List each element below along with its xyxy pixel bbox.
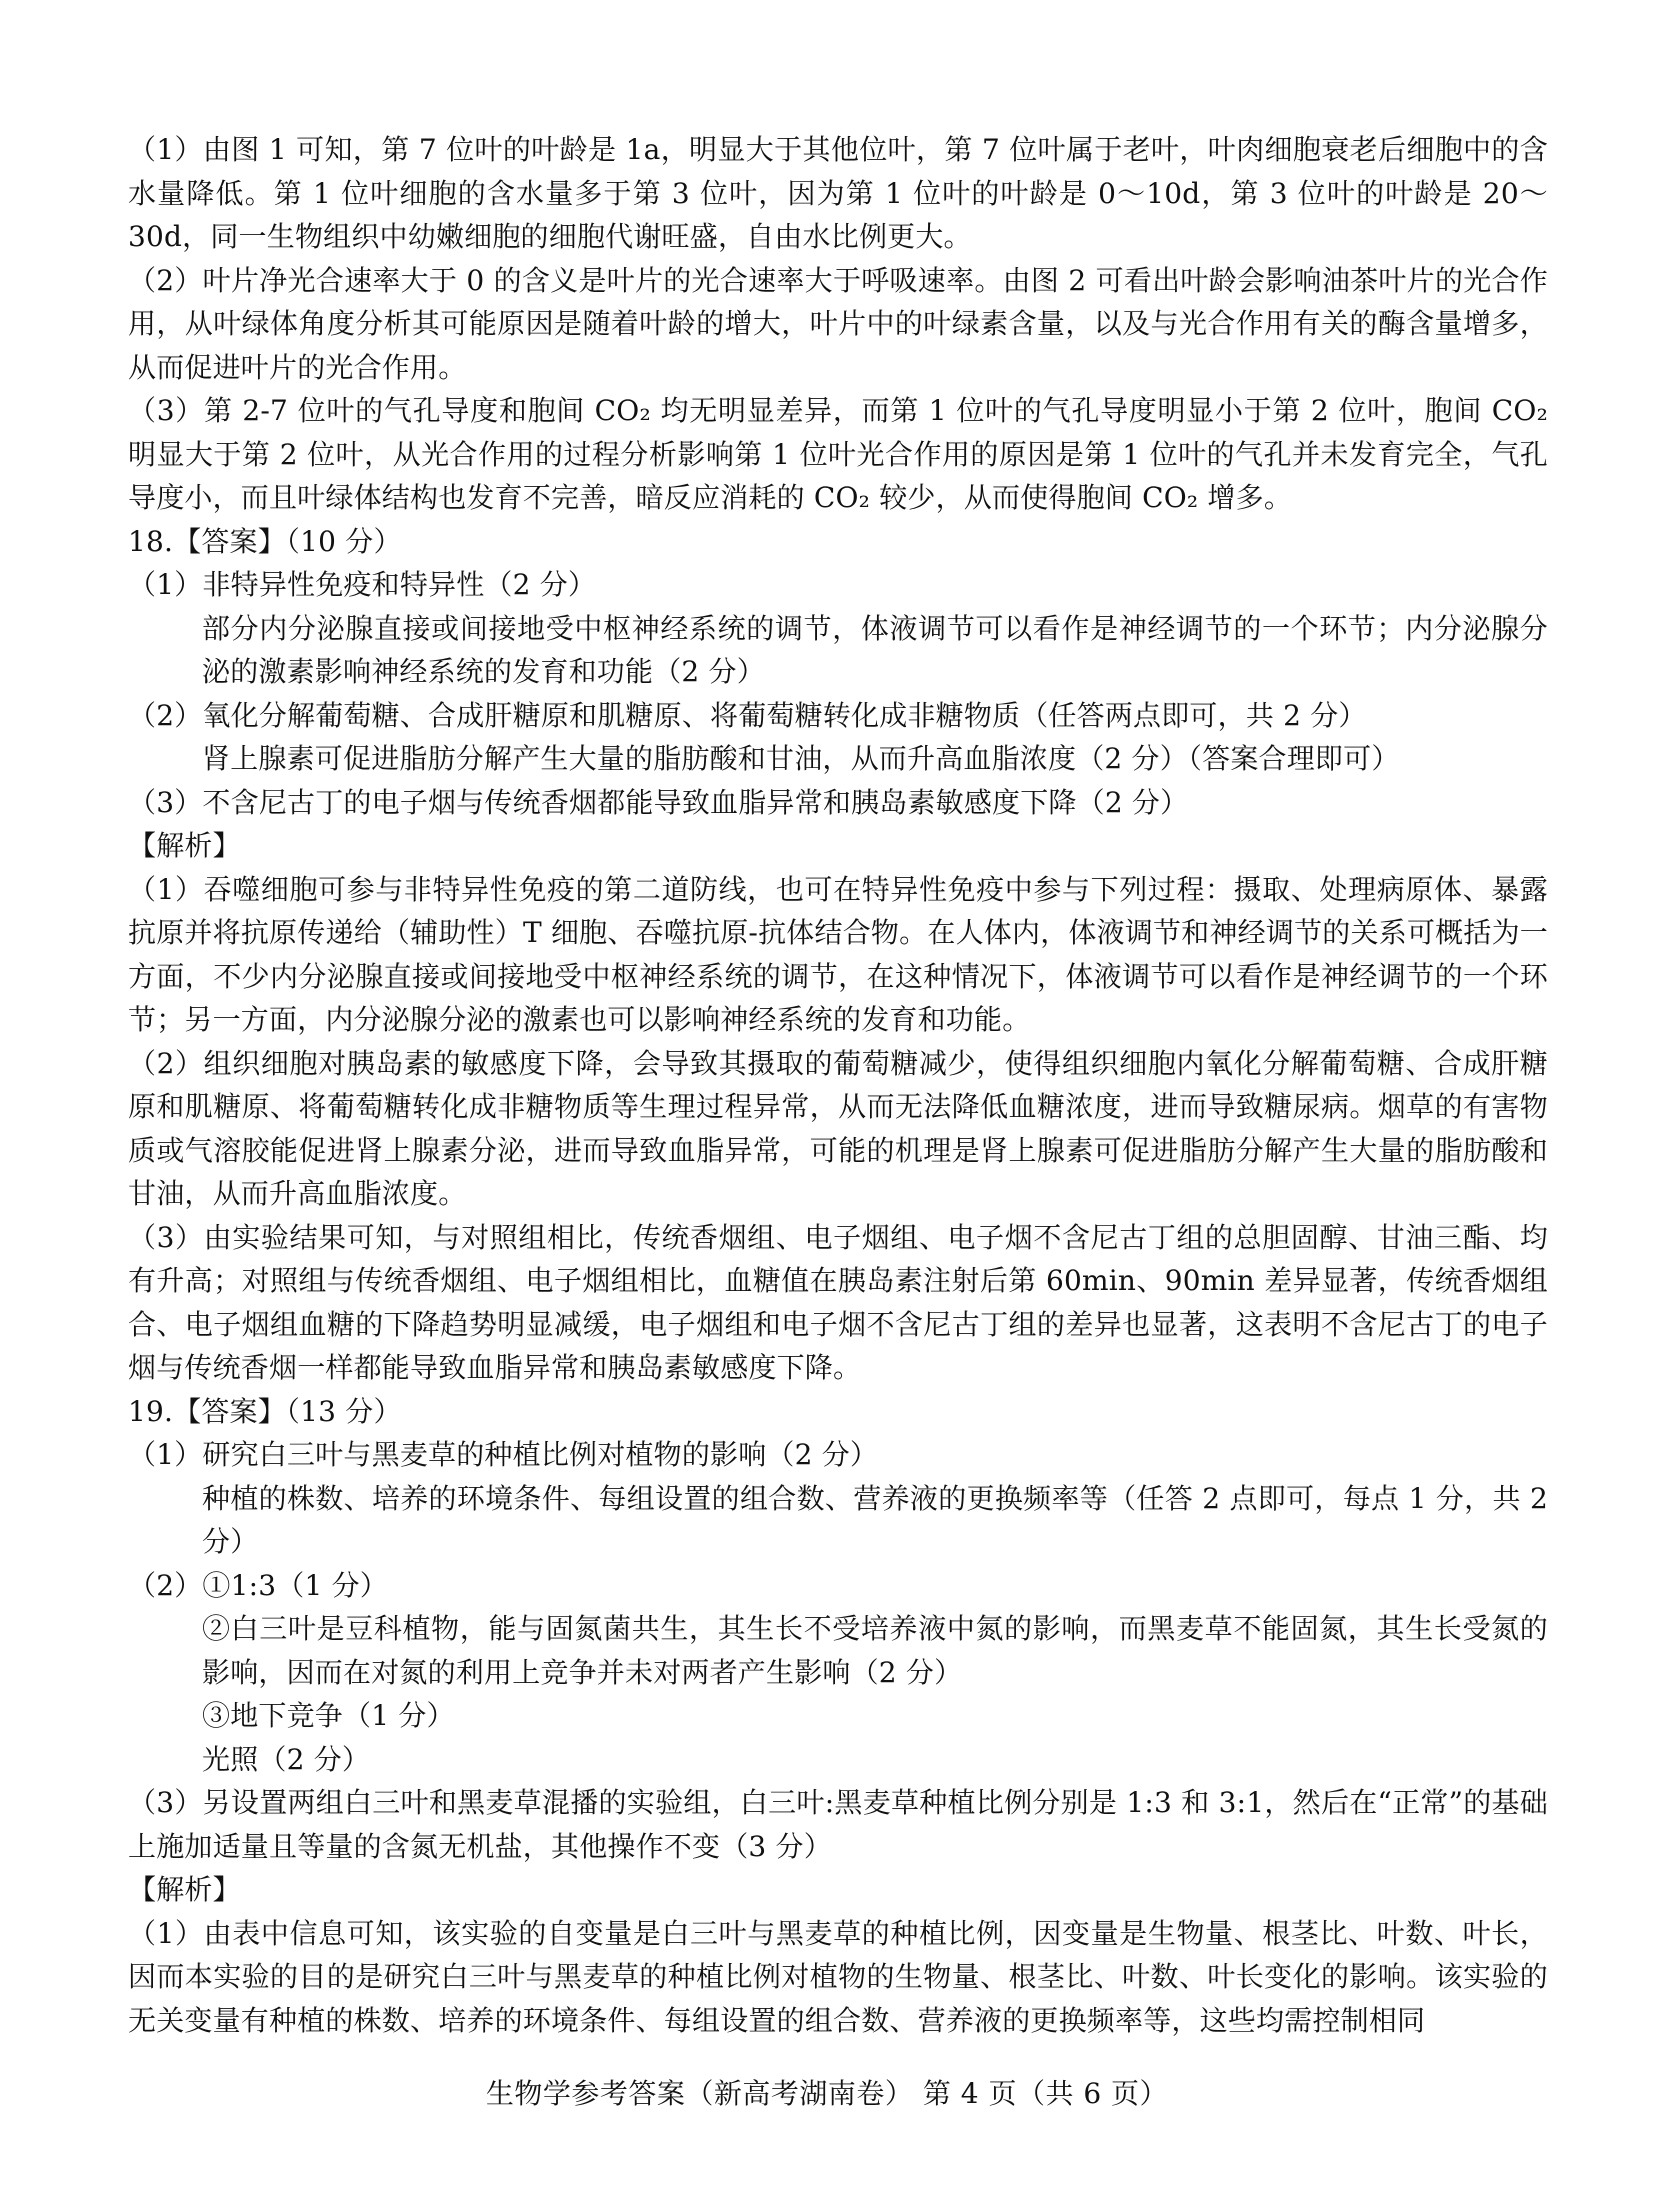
q19-answer-part2-detail-d: 光照（2 分） — [202, 1742, 371, 1776]
page-footer: 生物学参考答案（新高考湖南卷） 第 4 页（共 6 页） — [485, 2077, 1169, 2110]
q18-answer-heading: 18.【答案】（10 分） — [128, 524, 402, 558]
q18-analysis-heading: 【解析】 — [128, 829, 241, 862]
q19-answer-part3: （3）另设置两组白三叶和黑麦草混播的实验组，白三叶:黑麦草种植比例分别是 1:3 和 3:1，然后在“正常”的基础上施加适量且等量的含氮无机盐，其他操作不变（3 分） — [128, 1786, 1548, 1863]
q17-part2-paragraph: （2）叶片净光合速率大于 0 的含义是叶片的光合速率大于呼吸速率。由图 2 可看出叶龄会影响油茶叶片的光合作用，从叶绿体角度分析其可能原因是随着叶龄的增大，叶片中的叶绿素含量，以及与光合作用有关的酶含量增多，从而促进叶片的光合作用。 — [128, 263, 1548, 384]
q18-answer-part2: （2）氧化分解葡萄糖、合成肝糖原和肌糖原、将葡萄糖转化成非糖物质（任答两点即可，共 2 分） — [128, 698, 1367, 732]
q18-analysis-part2: （2）组织细胞对胰岛素的敏感度下降，会导致其摄取的葡萄糖减少，使得组织细胞内氧化分解葡萄糖、合成肝糖原和肌糖原、将葡萄糖转化成非糖物质等生理过程异常，从而无法降低血糖浓度，进而导致糖尿病。烟草的有害物质或气溶胶能促进肾上腺素分泌，进而导致血脂异常，可能的机理是肾上腺素可促进脂肪分解产生大量的脂肪酸和甘油，从而升高血脂浓度。 — [128, 1046, 1548, 1210]
q18-answer-part1-detail: 部分内分泌腺直接或间接地受中枢神经系统的调节，体液调节可以看作是神经调节的一个环节；内分泌腺分泌的激素影响神经系统的发育和功能（2 分） — [202, 611, 1548, 688]
q18-answer-part2-detail: 肾上腺素可促进脂肪分解产生大量的脂肪酸和甘油，从而升高血脂浓度（2 分）（答案合理即可） — [202, 742, 1400, 775]
q17-part3-paragraph: （3）第 2-7 位叶的气孔导度和胞间 CO₂ 均无明显差异，而第 1 位叶的气孔导度明显小于第 2 位叶，胞间 CO₂ 明显大于第 2 位叶，从光合作用的过程分析影响第 1 位叶光合作用的原因是第 1 位叶的气孔并未发育完全，气孔导度小，而且叶绿体结构也发育不完善，暗反应消耗的 CO₂ 较少，从而使得胞间 CO₂ 增多。 — [128, 394, 1548, 514]
q18-answer-part3: （3）不含尼古丁的电子烟与传统香烟都能导致血脂异常和胰岛素敏感度下降（2 分） — [128, 785, 1189, 819]
q19-answer-part2-detail-b: ②白三叶是豆科植物，能与固氮菌共生，其生长不受培养液中氮的影响，而黑麦草不能固氮，其生长受氮的影响，因而在对氮的利用上竞争并未对两者产生影响（2 分） — [202, 1612, 1548, 1689]
q19-answer-heading: 19.【答案】（13 分） — [128, 1394, 402, 1428]
q19-answer-part1: （1）研究白三叶与黑麦草的种植比例对植物的影响（2 分） — [128, 1438, 879, 1471]
q19-answer-part1-detail: 种植的株数、培养的环境条件、每组设置的组合数、营养液的更换频率等（任答 2 点即可，每点 1 分，共 2 分） — [202, 1481, 1548, 1558]
q17-part1-paragraph: （1）由图 1 可知，第 7 位叶的叶龄是 1a，明显大于其他位叶，第 7 位叶属于老叶，叶肉细胞衰老后细胞中的含水量降低。第 1 位叶细胞的含水量多于第 3 位叶，因为第 1 位叶的叶龄是 0～10d，第 3 位叶的叶龄是 20～30d，同一生物组织中幼嫩细胞的细胞代谢旺盛，自由水比例更大。 — [128, 133, 1548, 253]
q19-analysis-heading: 【解析】 — [128, 1873, 241, 1906]
q19-answer-part2: （2）①1:3（1 分） — [128, 1568, 388, 1602]
q18-answer-part1: （1）非特异性免疫和特异性（2 分） — [128, 568, 597, 601]
q19-answer-part2-detail-c: ③地下竞争（1 分） — [202, 1699, 455, 1732]
q18-analysis-part1: （1）吞噬细胞可参与非特异性免疫的第二道防线，也可在特异性免疫中参与下列过程：摄取、处理病原体、暴露抗原并将抗原传递给（辅助性）T 细胞、吞噬抗原-抗体结合物。在人体内，体液调节和神经调节的关系可概括为一方面，不少内分泌腺直接或间接地受中枢神经系统的调节，在这种情况下，体液调节可以看作是神经调节的一个环节；另一方面，内分泌腺分泌的激素也可以影响神经系统的发育和功能。 — [128, 872, 1548, 1036]
q19-analysis-part1: （1）由表中信息可知，该实验的自变量是白三叶与黑麦草的种植比例，因变量是生物量、根茎比、叶数、叶长，因而本实验的目的是研究白三叶与黑麦草的种植比例对植物的生物量、根茎比、叶数、叶长变化的影响。该实验的无关变量有种植的株数、培养的环境条件、每组设置的组合数、营养液的更换频率等，这些均需控制相同 — [128, 1916, 1548, 2037]
q18-analysis-part3: （3）由实验结果可知，与对照组相比，传统香烟组、电子烟组、电子烟不含尼古丁组的总胆固醇、甘油三酯、均有升高；对照组与传统香烟组、电子烟组相比，血糖值在胰岛素注射后第 60min、90min 差异显著，传统香烟组合、电子烟组血糖的下降趋势明显减缓，电子烟组和电子烟不含尼古丁组的差异也显著，这表明不含尼古丁的电子烟与传统香烟一样都能导致血脂异常和胰岛素敏感度下降。 — [128, 1220, 1548, 1384]
answer-page-body — [128, 128, 1548, 2042]
